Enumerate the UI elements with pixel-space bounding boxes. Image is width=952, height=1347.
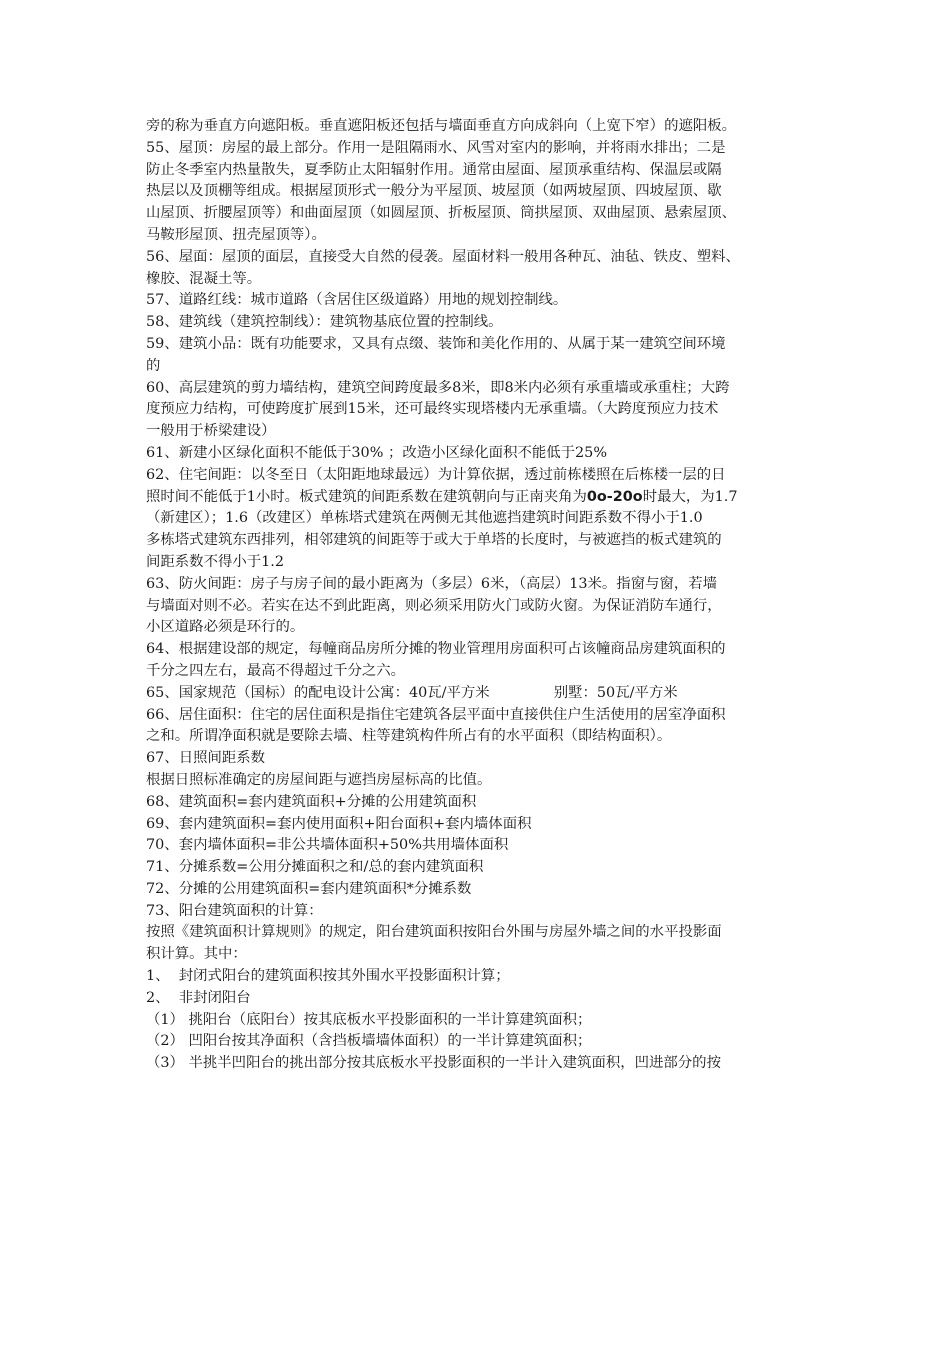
text-line: （2） 凹阳台按其净面积（含挡板墙墙体面积）的一半计算建筑面积； <box>146 1033 592 1050</box>
text-line: 千分之四左右，最高不得超过千分之六。 <box>146 662 406 679</box>
text-line: 1、 封闭式阳台的建筑面积按其外围水平投影面积计算； <box>146 968 510 985</box>
text-line: 70、套内墙体面积=非公共墙体面积+50%共用墙体面积 <box>146 837 509 854</box>
text-line: 60、高层建筑的剪力墙结构，建筑空间跨度最多8米，即8米内必须有承重墙或承重柱；大跨 <box>146 379 730 396</box>
document-body <box>146 116 818 1075</box>
text-line: 57、道路红线：城市道路（含居住区级道路）用地的规划控制线。 <box>146 292 568 309</box>
text-line: 72、分摊的公用建筑面积=套内建筑面积*分摊系数 <box>146 880 472 897</box>
text-line: 积计算。其中： <box>146 946 247 963</box>
text-line: 56、屋面：屋顶的面层，直接受大自然的侵袭。屋面材料一般用各种瓦、油毡、铁皮、塑料、 <box>146 248 740 265</box>
text-segment: 时最大，为1.7 <box>642 488 738 505</box>
text-line: 防止冬季室内热量散失，夏季防止太阳辐射作用。通常由屋面、屋顶承重结构、保温层或隔 <box>146 161 722 178</box>
text-line: 61、新建小区绿化面积不能低于30% ；改造小区绿化面积不能低于25% <box>146 444 608 461</box>
text-line: 66、居住面积：住宅的居住面积是指住宅建筑各层平面中直接供住户生活使用的居室净面积 <box>146 706 726 723</box>
text-line: 67、日照间距系数 <box>146 750 266 767</box>
text-line: 69、套内建筑面积=套内使用面积+阳台面积+套内墙体面积 <box>146 815 532 832</box>
text-line: 68、建筑面积=套内建筑面积+分摊的公用建筑面积 <box>146 793 477 810</box>
text-line: 度预应力结构，可使跨度扩展到15米，还可最终实现塔楼内无承重墙。（大跨度预应力技术 <box>146 401 719 418</box>
text-line: 一般用于桥梁建设） <box>146 423 276 440</box>
text-line: 62、住宅间距：以冬至日（太阳距地球最远）为计算依据，透过前栋楼照在后栋楼一层的日 <box>146 466 726 483</box>
text-line: 橡胶、混凝土等。 <box>146 270 262 287</box>
text-line: 旁的称为垂直方向遮阳板。垂直遮阳板还包括与墙面垂直方向成斜向（上宽下窄）的遮阳板。 <box>146 118 737 134</box>
text-line: 山屋顶、折腰屋顶等）和曲面屋顶（如圆屋顶、折板屋顶、筒拱屋顶、双曲屋顶、悬索屋顶、 <box>146 205 737 222</box>
angle-range-text: 0o-20o <box>586 488 643 505</box>
text-line: 热层以及顶棚等组成。根据屋顶形式一般分为平屋顶、坡屋顶（如两坡屋顶、四坡屋顶、歇 <box>146 183 722 200</box>
text-line: （3） 半挑半凹阳台的挑出部分按其底板水平投影面积的一半计入建筑面积，凹进部分的按 <box>146 1055 721 1072</box>
text-line: 59、建筑小品：既有功能要求，又具有点缀、装饰和美化作用的、从属于某一建筑空间环境 <box>146 335 726 352</box>
text-line: 55、屋顶：房屋的最上部分。作用一是阻隔雨水、风雪对室内的影响，并将雨水排出；二是 <box>146 139 726 156</box>
text-line: 根据日照标准确定的房屋间距与遮挡房屋标高的比值。 <box>146 771 492 788</box>
text-line: 间距系数不得小于1.2 <box>146 553 285 570</box>
text-line <box>146 487 818 509</box>
text-line: 63、防火间距：房子与房子间的最小距离为（多层）6米，（高层）13米。指窗与窗，若墙 <box>146 575 718 592</box>
text-line: （新建区）；1.6（改建区）单栋塔式建筑在两侧无其他遮挡建筑时间距系数不得小于1.0 <box>146 510 703 527</box>
text-line: 的 <box>146 357 161 374</box>
text-line: （1） 挑阳台（底阳台）按其底板水平投影面积的一半计算建筑面积； <box>146 1011 592 1028</box>
text-line: 64、根据建设部的规定，每幢商品房所分摊的物业管理用房面积可占该幢商品房建筑面积的 <box>146 641 726 658</box>
text-segment: 照时间不能低于1小时。板式建筑的间距系数在建筑朝向与正南夹角为 <box>146 488 587 505</box>
text-line: 65、国家规范（国标）的配电设计公寓：40瓦/平方米 别墅：50瓦/平方米 <box>146 684 678 701</box>
text-line: 按照《建筑面积计算规则》的规定，阳台建筑面积按阳台外围与房屋外墙之间的水平投影面 <box>146 924 722 941</box>
text-line: 之和。所谓净面积就是要除去墙、柱等建筑构件所占有的水平面积（即结构面积）。 <box>146 728 672 745</box>
text-line: 73、阳台建筑面积的计算： <box>146 902 323 919</box>
text-line: 与墙面对则不必。若实在达不到此距离，则必须采用防火门或防火窗。为保证消防车通行， <box>146 597 722 614</box>
text-line: 马鞍形屋顶、扭壳屋顶等）。 <box>146 226 326 243</box>
text-line: 58、建筑线（建筑控制线）：建筑物基底位置的控制线。 <box>146 314 503 331</box>
text-line: 多栋塔式建筑东西排列，相邻建筑的间距等于或大于单塔的长度时，与被遮挡的板式建筑的 <box>146 532 722 549</box>
text-line: 小区道路必须是环行的。 <box>146 619 305 636</box>
text-line: 71、分摊系数=公用分摊面积之和/总的套内建筑面积 <box>146 859 484 876</box>
text-line: 2、 非封闭阳台 <box>146 989 251 1006</box>
